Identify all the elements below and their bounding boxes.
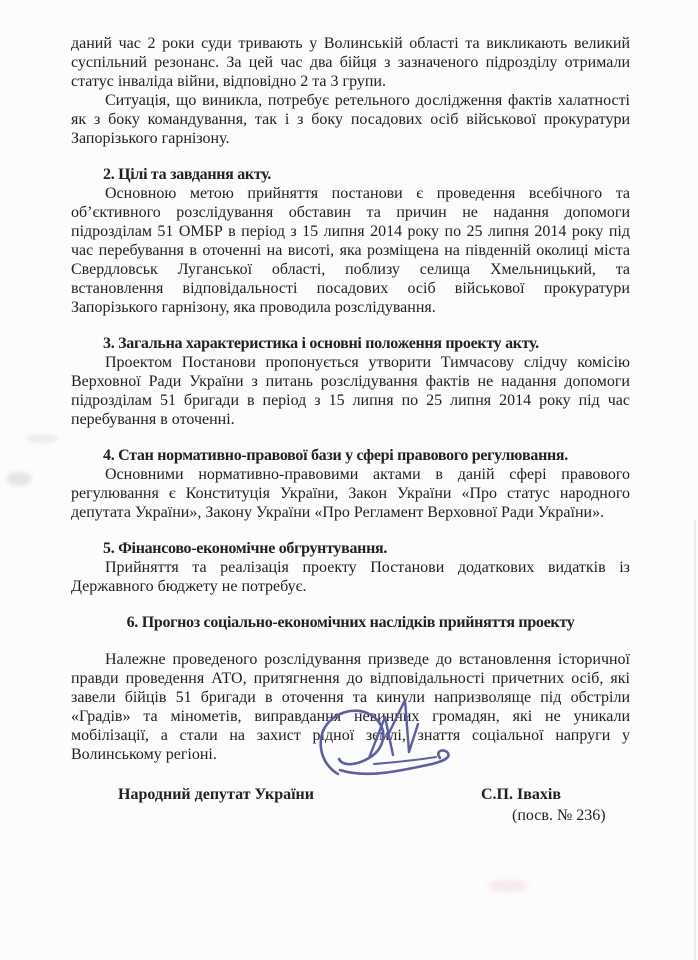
section-body-financial: Прийняття та реалізація проекту Постанови додаткових видатків із Державного бюджету не потребує. [71, 559, 630, 595]
page-edge-shadow [694, 520, 696, 960]
signatory-credential: (посв. № 236) [512, 807, 606, 824]
situation-paragraph: Ситуація, що виникла, потребує ретельного дослідження фактів халатності як з боку командування, так і з боку посадових осіб військової прокуратури Запорізького гарнізону. [71, 92, 630, 147]
scan-smudge-artifact [488, 880, 528, 892]
section-body-characteristics: Проектом Постанови пропонується утворити Тимчасову слідчу комісію Верховної Ради України з питань розслідування фактів не надання допомоги підрозділам 51 бригади в період з 15 липня по 25 липня 2014 року під час перебування в оточенні. [71, 354, 630, 428]
section-heading-forecast: 6. Прогноз соціально-економічних наслідків прийняття проекту [126, 614, 575, 631]
scan-smudge-artifact [26, 434, 58, 443]
scan-smudge-artifact [6, 472, 32, 486]
document-text-block [71, 34, 630, 847]
section-body-goals: Основною метою прийняття постанови є проведення всебічного та об’єктивного розслідування обставин та причин не надання допомоги підрозділам 51 ОМБР в період з 15 липня 2014 року по 25 липня 2014 року під час перебування в оточенні на висоті, яка розміщена на південній околиці міста Свердловськ Луганської області, поблизу селища Хмельницький, та встановлення відповідальності посадових осіб військової прокуратури Запорізького гарнізону, яка проводила розслідування. [71, 185, 630, 316]
section-body-forecast: Належне проведеного розслідування призведе до встановлення історичної правди проведення АТО, притягнення до відповідальності причетних осіб, які завели бійців 51 бригади в оточення та кинули напризволяще під обстріли «Градів» та мінометів, виправдання невинних громадян, які не уникали мобілізації, а стали на захист рідної землі, знаття соціальної напруги у Волинському регіоні. [71, 651, 630, 763]
section-heading-legal-basis: 4. Стан нормативно-правової бази у сфері правового регулювання. [103, 447, 568, 464]
section-heading-financial: 5. Фінансово-економічне обгрунтування. [103, 540, 388, 557]
section-heading-characteristics: 3. Загальна характеристика і основні положення проекту акту. [103, 335, 539, 352]
signature-block [71, 777, 630, 847]
section-heading-goals: 2. Цілі та завдання акту. [103, 166, 271, 183]
signatory-role-label: Народний депутат України [118, 786, 314, 803]
section-body-legal-basis: Основними нормативно-правовими актами в даній сфері правового регулювання є Конституція України, Закон України «Про статус народного депутата України», Закону України «Про Регламент Верховної Ради України». [71, 466, 630, 521]
signatory-name: С.П. Івахів [481, 786, 561, 803]
continuation-paragraph: даний час 2 роки суди тривають у Волинській області та викликають великий суспільний резонанс. За цей час два бійця з зазначеного підрозділу отримали статус інваліда війни, відповідно 2 та 3 групи. [71, 35, 630, 90]
